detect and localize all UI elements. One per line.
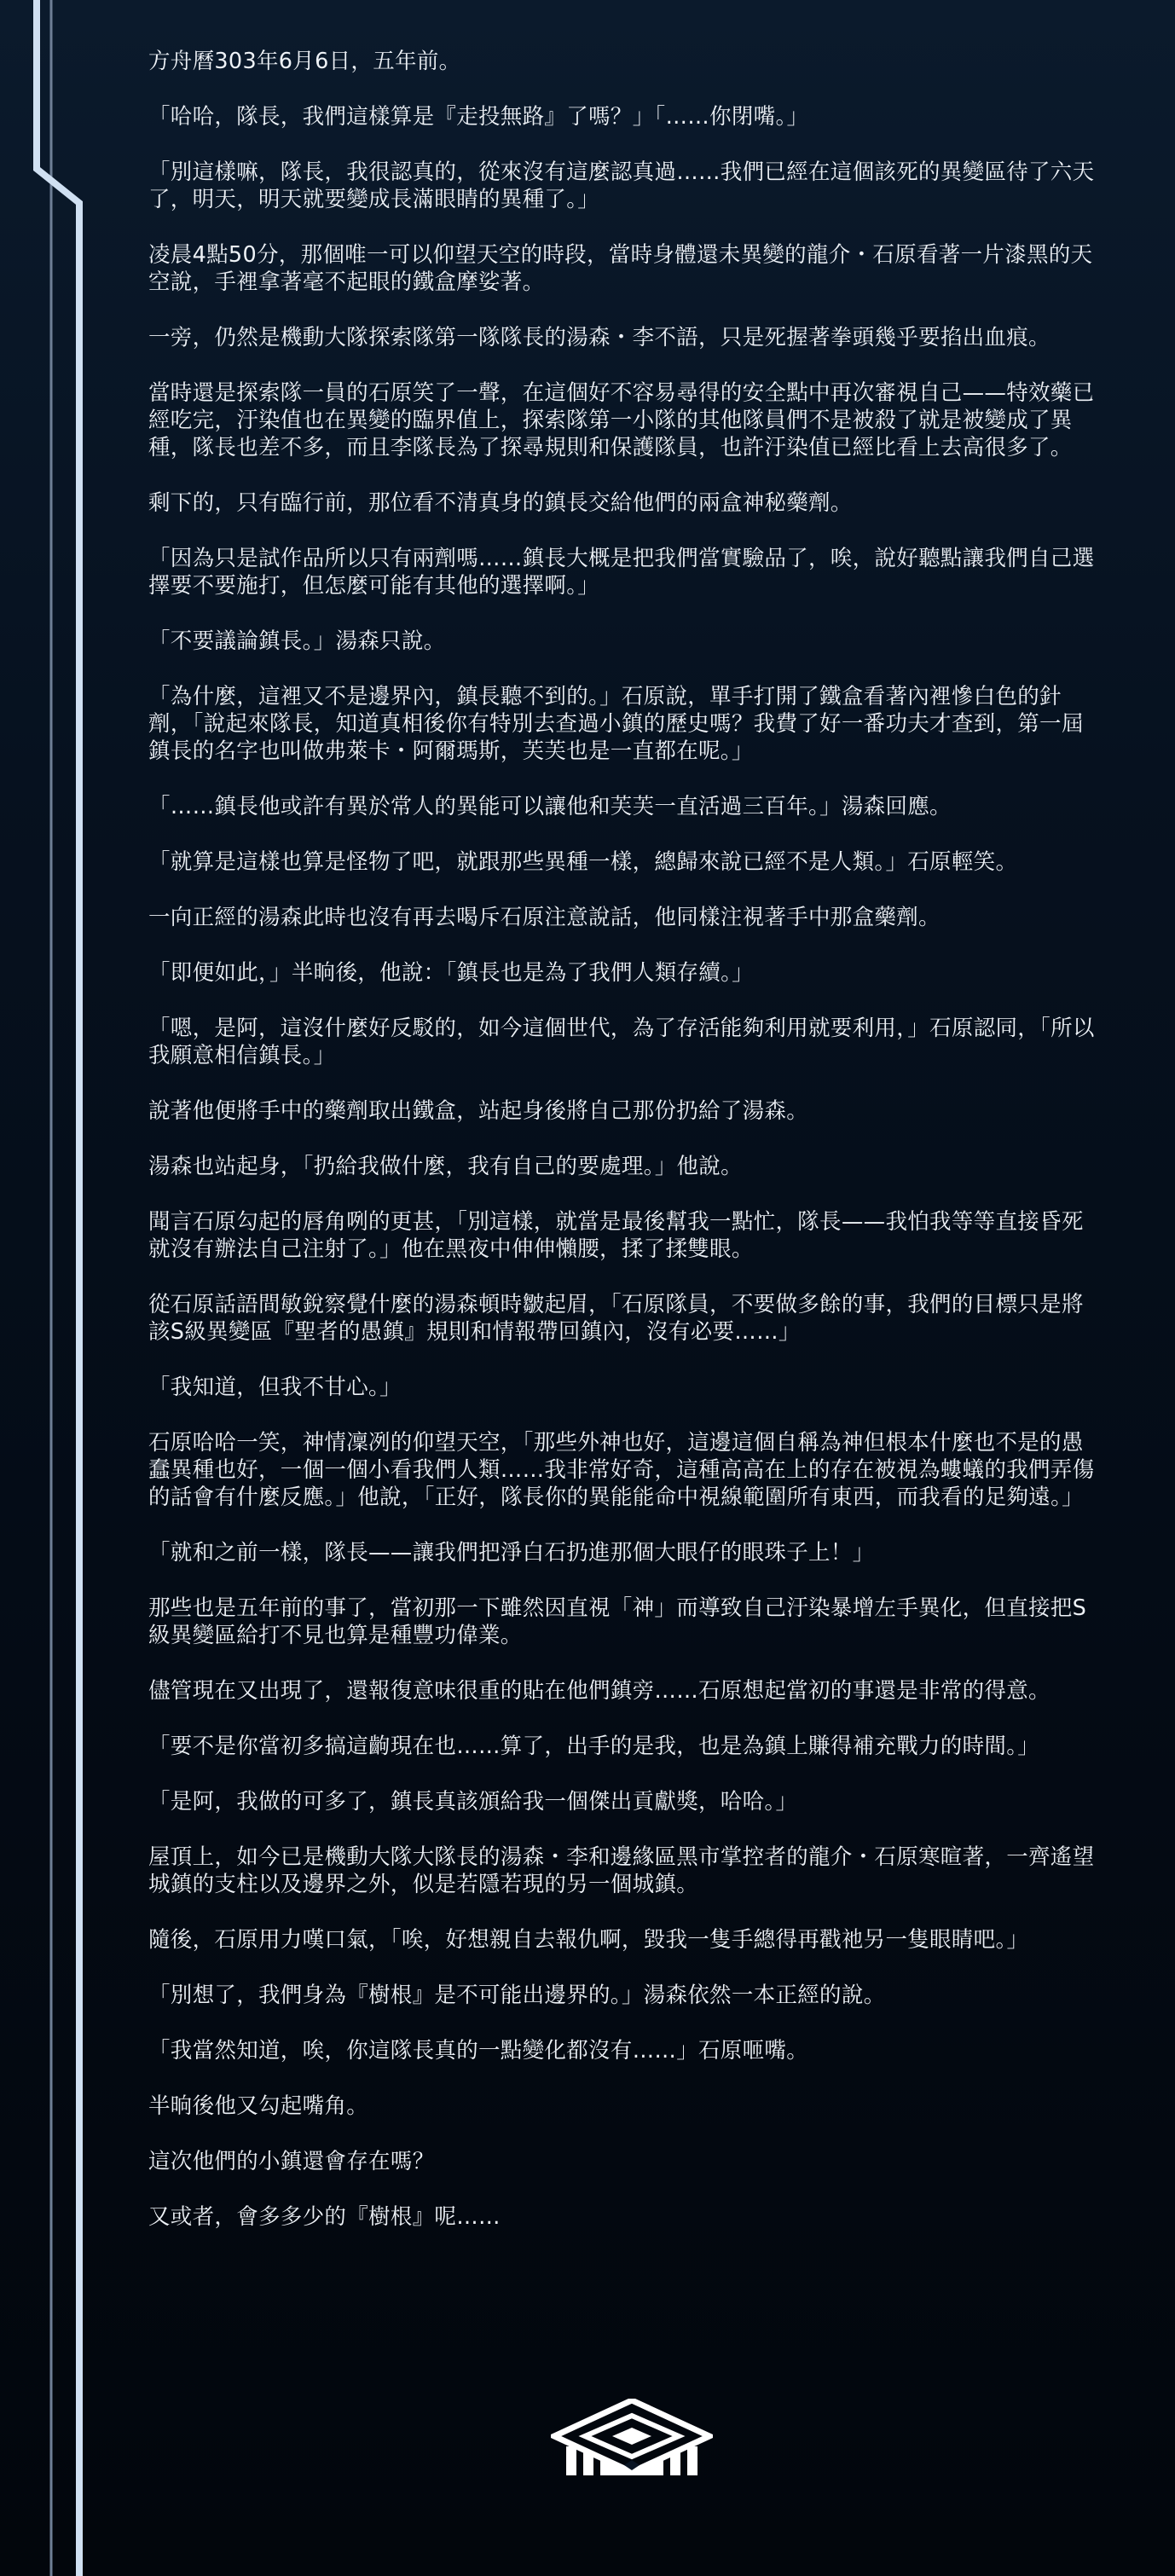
story-paragraph: 「就算是這樣也算是怪物了吧，就跟那些異種一樣，總歸來說已經不是人類。」石原輕笑。: [148, 849, 1018, 875]
story-paragraph: 「別想了，我們身為『樹根』是不可能出邊界的。」湯森依然一本正經的說。: [148, 1983, 886, 2008]
story-paragraph: 「我當然知道，唉，你這隊長真的一點變化都沒有……」石原咂嘴。: [148, 2038, 809, 2064]
story-paragraph: 從石原話語間敏銳察覺什麼的湯森頓時皺起眉，「石原隊員，不要做多餘的事，我們的目標只是將該S級異變區『聖者的愚鎮』規則和情報帶回鎮內，沒有必要……」: [148, 1292, 1084, 1345]
story-paragraph: 「嗯，是阿，這沒什麼好反駁的，如今這個世代，為了存活能夠利用就要利用，」石原認同，「所以我願意相信鎮長。」: [148, 1016, 1095, 1068]
story-paragraph: 屋頂上，如今已是機動大隊大隊長的湯森・李和邊緣區黑市掌控者的龍介・石原寒暄著，一齊遙望城鎮的支柱以及邊界之外，似是若隱若現的另一個城鎮。: [148, 1844, 1095, 1897]
story-paragraph: 「即便如此，」半晌後，他說：「鎮長也是為了我們人類存續。」: [148, 960, 754, 986]
story-paragraph: 一旁，仍然是機動大隊探索隊第一隊隊長的湯森・李不語，只是死握著拳頭幾乎要掐出血痕。: [148, 325, 1051, 350]
story-paragraph: 又或者，會多多少的『樹根』呢……: [148, 2204, 501, 2230]
story-paragraph: 「因為只是試作品所以只有兩劑嗎……鎮長大概是把我們當實驗品了，唉，說好聽點讓我們自己選擇要不要施打，但怎麼可能有其他的選擇啊。」: [148, 546, 1095, 599]
frame-border-lines: [0, 0, 102, 2576]
story-paragraph: 凌晨4點50分，那個唯一可以仰望天空的時段，當時身體還未異變的龍介・石原看著一片漆黑的天空說，手裡拿著毫不起眼的鐵盒摩娑著。: [148, 242, 1093, 295]
story-paragraph: 「為什麼，這裡又不是邊界內，鎮長聽不到的。」石原說，單手打開了鐵盒看著內裡慘白色的針劑，「說起來隊長，知道真相後你有特別去查過小鎮的歷史嗎？我費了好一番功夫才查到，第一屆鎮長的名字也叫做弗萊卡・阿爾瑪斯，芙芙也是一直都在呢。」: [148, 684, 1084, 764]
story-paragraph: 「不要議論鎮長。」湯森只說。: [148, 628, 446, 654]
story-paragraph: 「就和之前一樣，隊長——讓我們把淨白石扔進那個大眼仔的眼珠子上！」: [148, 1540, 875, 1566]
story-paragraph: 半晌後他又勾起嘴角。: [148, 2093, 369, 2119]
diamond-emblem-icon: [551, 2399, 713, 2477]
frame-line-light: [37, 0, 79, 2576]
story-paragraph: 「別這樣嘛，隊長，我很認真的，從來沒有這麼認真過……我們已經在這個該死的異變區待了六天了，明天，明天就要變成長滿眼睛的異種了。」: [148, 159, 1095, 212]
story-paragraph: 「哈哈，隊長，我們這樣算是『走投無路』了嗎？」「……你閉嘴。」: [148, 104, 809, 130]
story-paragraph: 這次他們的小鎮還會存在嗎？: [148, 2149, 435, 2174]
story-paragraph: 聞言石原勾起的唇角咧的更甚，「別這樣，就當是最後幫我一點忙，隊長——我怕我等等直接昏死就沒有辦法自己注射了。」他在黑夜中伸伸懶腰，揉了揉雙眼。: [148, 1209, 1084, 1262]
story-paragraph: 那些也是五年前的事了，當初那一下雖然因直視「神」而導致自己汙染暴增左手異化，但直接把S級異變區給打不見也算是種豐功偉業。: [148, 1595, 1087, 1648]
story-body: [148, 48, 1102, 2259]
story-paragraph: 湯森也站起身，「扔給我做什麼，我有自己的要處理。」他說。: [148, 1154, 743, 1179]
story-paragraph: 剩下的，只有臨行前，那位看不清真身的鎮長交給他們的兩盒神秘藥劑。: [148, 490, 853, 516]
story-paragraph: 當時還是探索隊一員的石原笑了一聲，在這個好不容易尋得的安全點中再次審視自己——特效藥已經吃完，汙染值也在異變的臨界值上，探索隊第一小隊的其他隊員們不是被殺了就是被變成了異種，隊長也差不多，而且李隊長為了探尋規則和保護隊員，也許汙染值已經比看上去高很多了。: [148, 380, 1095, 460]
story-paragraph: 「是阿，我做的可多了，鎮長真該頒給我一個傑出貢獻獎，哈哈。」: [148, 1789, 798, 1815]
story-paragraph: 儘管現在又出現了，還報復意味很重的貼在他們鎮旁……石原想起當初的事還是非常的得意。: [148, 1678, 1051, 1704]
story-paragraph: 「……鎮長他或許有異於常人的異能可以讓他和芙芙一直活過三百年。」湯森回應。: [148, 794, 952, 819]
story-paragraph: 「我知道，但我不甘心。」: [148, 1375, 402, 1400]
story-paragraph: 隨後，石原用力嘆口氣，「唉，好想親自去報仇啊，毀我一隻手總得再戳祂另一隻眼睛吧。」: [148, 1927, 1029, 1953]
story-paragraph: 「要不是你當初多搞這齣現在也……算了，出手的是我，也是為鎮上賺得補充戰力的時間。」: [148, 1734, 1040, 1759]
story-paragraph: 一向正經的湯森此時也沒有再去喝斥石原注意說話，他同樣注視著手中那盒藥劑。: [148, 905, 941, 930]
story-paragraph: 說著他便將手中的藥劑取出鐵盒，站起身後將自己那份扔給了湯森。: [148, 1098, 809, 1124]
story-paragraph: 石原哈哈一笑，神情凜冽的仰望天空，「那些外神也好，這邊這個自稱為神但根本什麼也不是的愚蠢異種也好，一個一個小看我們人類……我非常好奇，這種高高在上的存在被視為螻蟻的我們弄傷的話會有什麼反應。」他說，「正好，隊長你的異能能命中視線範圍所有東西，而我看的足夠遠。」: [148, 1430, 1095, 1510]
story-paragraph: 方舟曆303年6月6日，五年前。: [148, 49, 461, 74]
